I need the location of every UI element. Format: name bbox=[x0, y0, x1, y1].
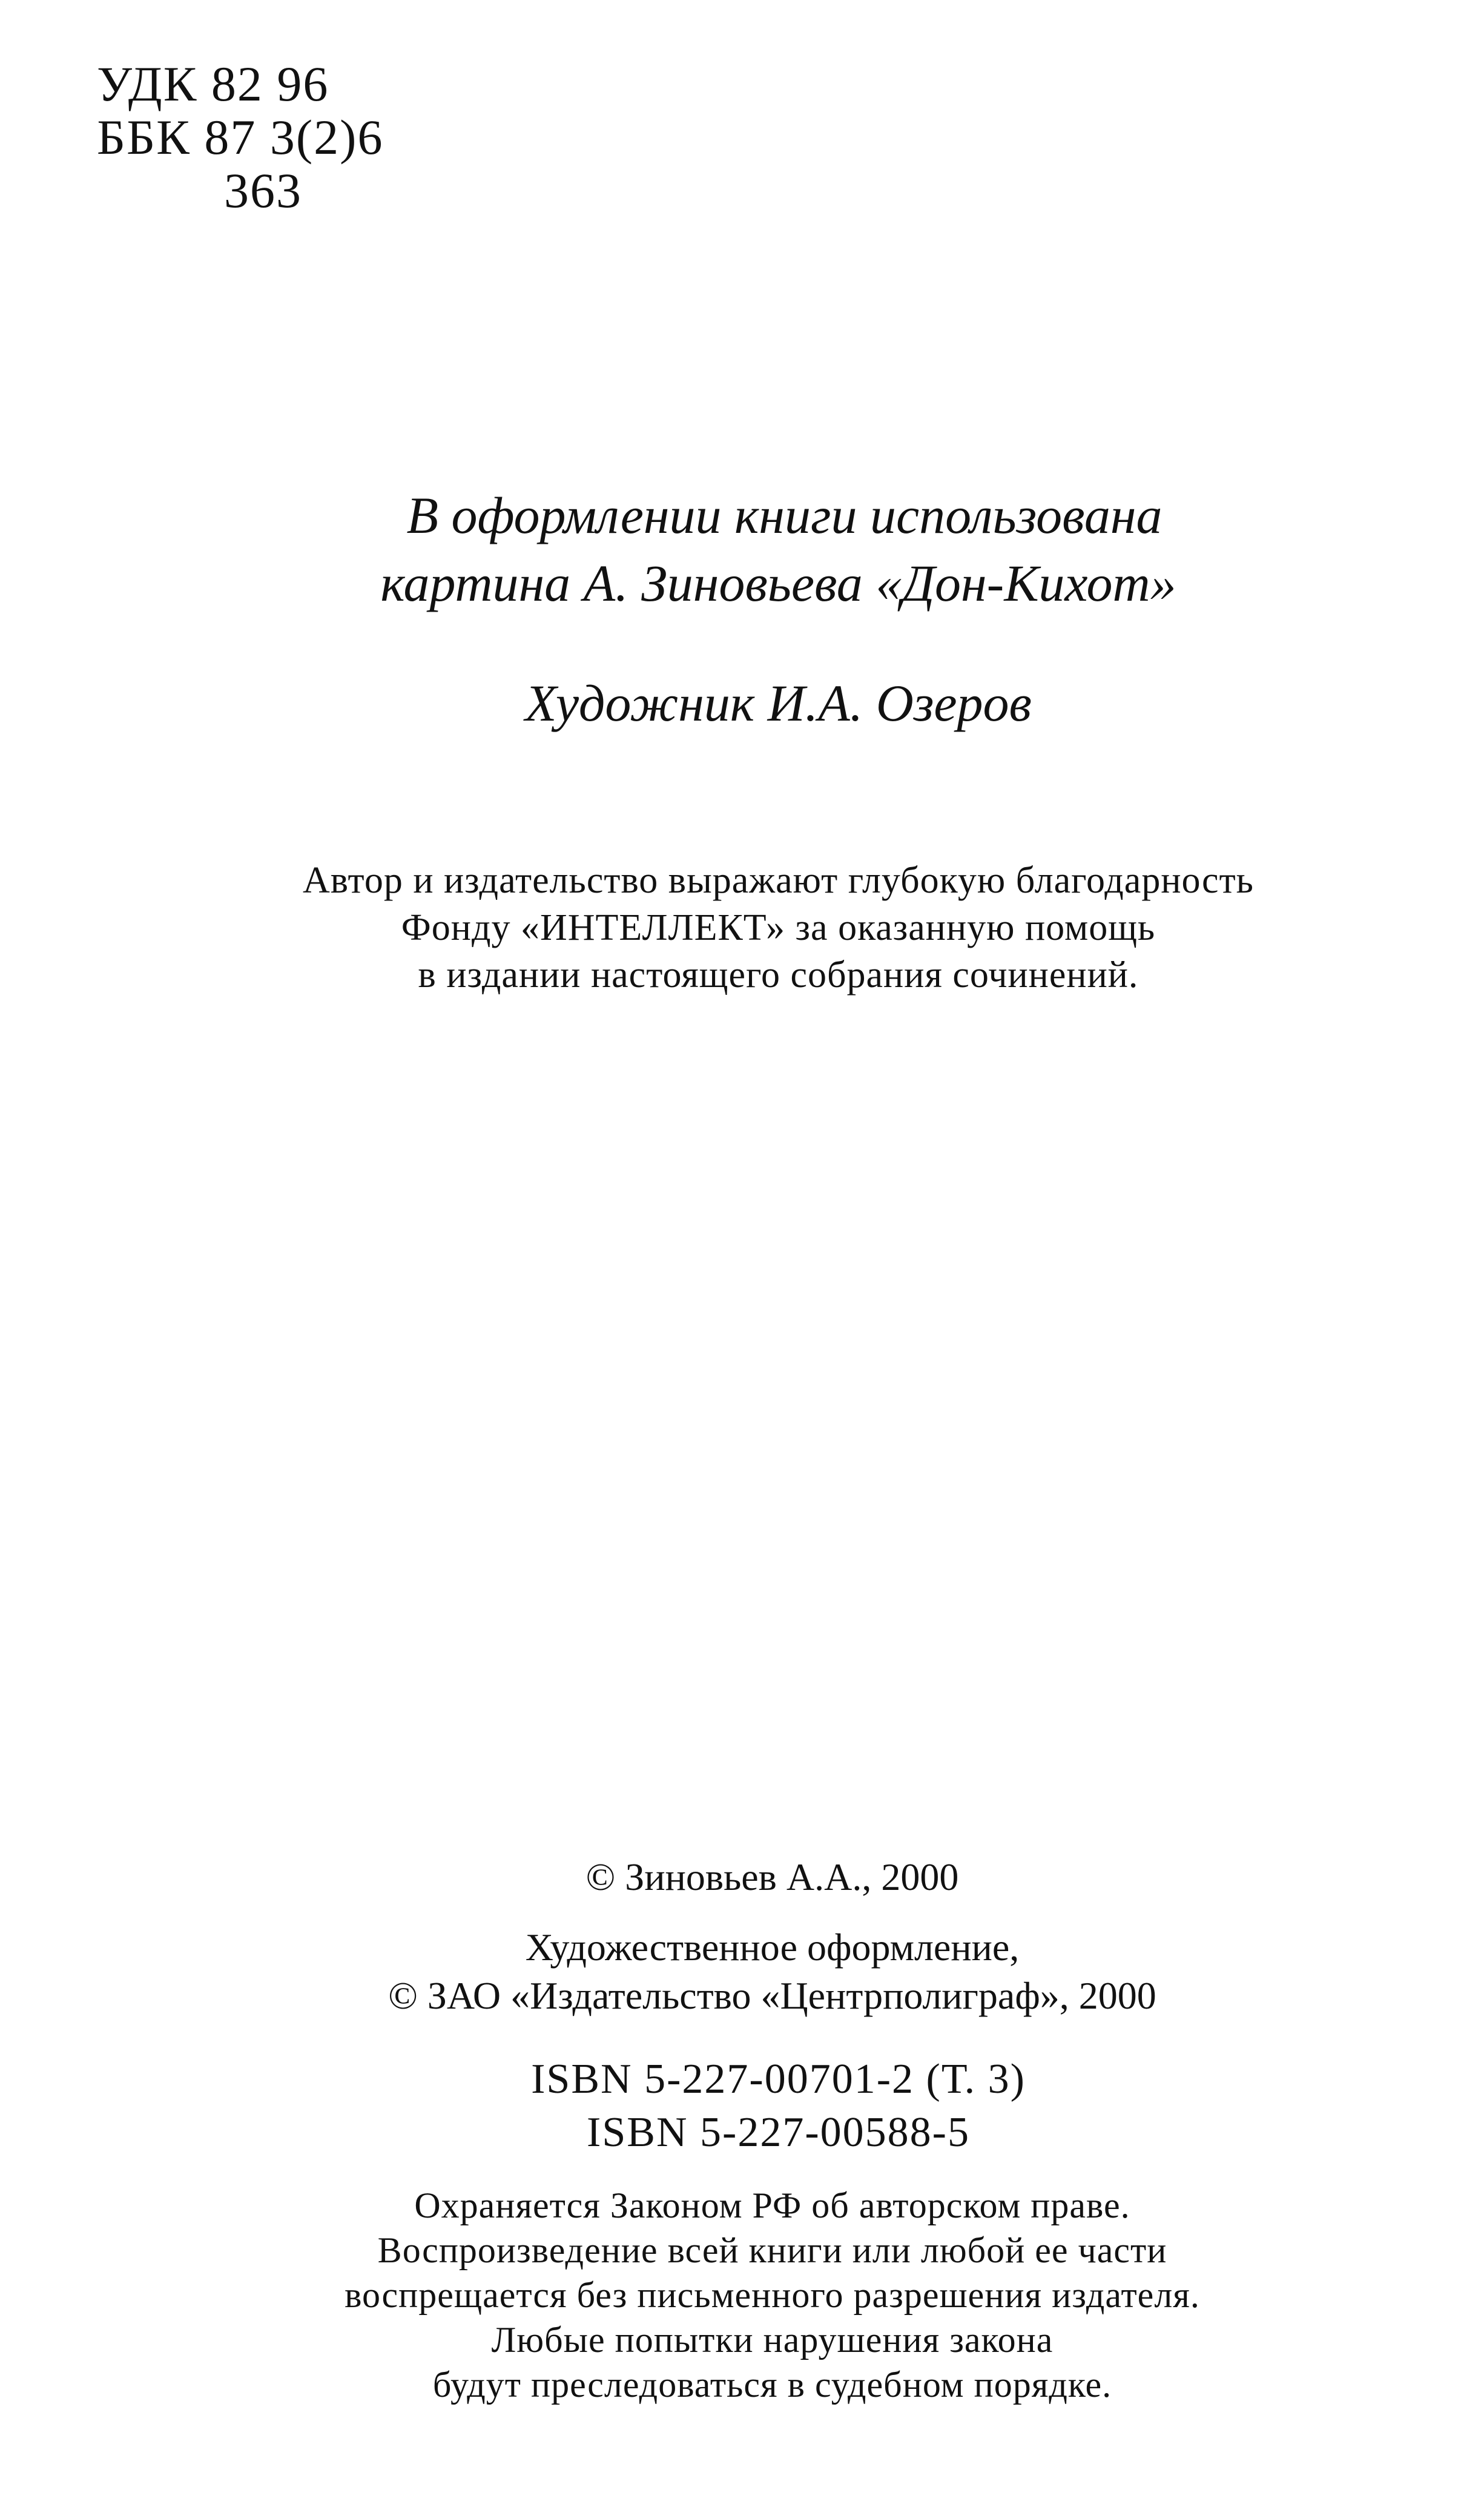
gratitude-line-2: Фонду «ИНТЕЛЛЕКТ» за оказанную помощь bbox=[401, 907, 1156, 948]
artist-credit: Художник И.А. Озеров bbox=[525, 674, 1032, 732]
isbn-volume: ISBN 5-227-00701-2 (Т. 3) bbox=[531, 2056, 1026, 2102]
legal-line-1: Охраняется Законом РФ об авторском праве. bbox=[414, 2185, 1130, 2225]
isbn-block bbox=[0, 2053, 1484, 2159]
bbk-code: ББК 87 3(2)6 bbox=[97, 110, 384, 165]
design-copyright-line-1: Художественное оформление, bbox=[525, 1926, 1020, 1969]
legal-line-3: воспрещается без письменного разрешения издателя. bbox=[345, 2275, 1200, 2315]
copyright-block bbox=[0, 1853, 1484, 2020]
author-sign-code: 363 bbox=[224, 163, 302, 218]
design-credit-line-2: картина А. Зиновьева «Дон-Кихот» bbox=[380, 554, 1176, 612]
gratitude-line-1: Автор и издательство выражают глубокую благодарность bbox=[303, 860, 1254, 901]
legal-notice bbox=[0, 2183, 1484, 2407]
design-copyright-line-2: © ЗАО «Издательство «Центрполиграф», 2000 bbox=[388, 1974, 1156, 2017]
catalog-codes bbox=[97, 58, 383, 217]
legal-line-5: будут преследоваться в судебном порядке. bbox=[432, 2365, 1112, 2405]
legal-line-2: Воспроизведение всей книги или любой ее части bbox=[377, 2230, 1167, 2270]
udk-code: УДК 82 96 bbox=[97, 56, 329, 111]
design-credit-line-1: В оформлении книги использована bbox=[406, 486, 1162, 544]
author-copyright: © Зиновьев А.А., 2000 bbox=[585, 1855, 959, 1898]
isbn-set: ISBN 5-227-00588-5 bbox=[587, 2109, 970, 2156]
gratitude-note bbox=[0, 857, 1484, 999]
design-credit bbox=[0, 481, 1484, 737]
gratitude-line-3: в издании настоящего собрания сочинений. bbox=[418, 954, 1139, 996]
legal-line-4: Любые попытки нарушения закона bbox=[491, 2320, 1054, 2360]
